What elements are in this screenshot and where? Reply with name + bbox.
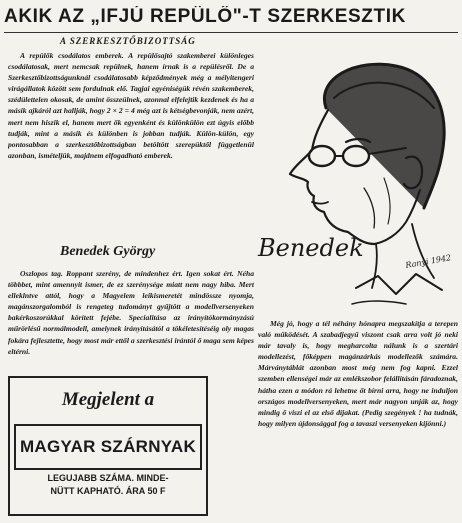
ad-title: MAGYAR SZÁRNYAK: [14, 424, 202, 470]
portrait-caricature: [256, 38, 460, 316]
intro-paragraph: A repülők csodálatos emberek. A repülősajtó szakemberei különleges csodálatosak, mert nemcsak repülnek, hanem írnak is a repülésről. De a Szerkesztőbizottságunknál csodálatosabb képződmények még a mélyitengeri virágállatok között sem fordulnak elő. Tagjai egyéniségük révén szakemberek, szédülettelen okosak, de amint összeülnek, azonnal elfelejtik kezdenek és ha a másik ajkáról azt hallják, hogy 2 × 2 = 4 még azt is kétségbevonják, nem azért, mert nem hiszik el, hanem mert ők egyenként és különkülön ezt úgyis előbb tudják, mint a másik és különben is jobban tudják. Külön-külön, egy pontosabban a szerkesztőbizottságban betöltött szerepüktől függetlenül azonban, ismételjük, majdnem elfogadható emberek.: [8, 51, 254, 160]
byline: Benedek György: [60, 244, 156, 259]
section-heading: A SZERKESZTŐBIZOTTSÁG: [60, 36, 196, 46]
artist-signature: Ranyi 1942: [404, 253, 452, 270]
benedek-paragraph: Oszlopos tag. Roppant szerény, de mindenhez ért. Igen sokat ért. Néha többbet, mint amennyit ismer, de ez szerénysége miatt nem nagy hiba. Mert elleklntve attól, hogy a Magyelem leikismeretét mindössze nyomja, magánszorgalomból is rengeteg tudományt gyűjtött a modellversenyeken bakérkoszorúkkal körített fejébe. Specialitása az irányítókormányzású műrörlésű normálmodell, amelynek irányításától a tökéletesítéséig oly magas fokára fejlesztette, hogy most már ettől a szerkesztési irántól ő maga sem képes eltérni.: [8, 269, 254, 356]
ad-bottom-line-1: LEGUJABB SZÁMA. MINDE-: [47, 473, 169, 483]
ad-bottom-text: [14, 472, 202, 498]
ad-top-line: Megjelent a: [61, 389, 155, 410]
portrait-signature: Benedek: [258, 234, 364, 262]
headline-rule: [4, 32, 458, 33]
headline: AKIK AZ „IFJÚ REPÜLŐ"-T SZERKESZTIK: [4, 6, 406, 27]
caricature-drawing: [256, 38, 460, 316]
right-column-paragraph: Még jó, hogy a tél néhány hónapra megszakítja a terepen való működését. A szabadjegyű viszont csak arra volt jó neki már tavaly is, hogy megharcolta nálunk is a szertári modellezést, főképpen magánzárkás modellezők számára. Márványtáblát azonban most még nem fog kapni. Ezzel szemben ellenségei már az emlékszobor felállításán fáradoznak, hátha ezen a módon rá lehetne őt bírni arra, hogy ne induljon országos modellversenyeken, mert már nagyon unják az, hogy mindig ő viszi el az első díjakat. (Pedig szegények ! ha tudnák, hogy milyen újdonsággal fog a tavaszi versenyeken kijönni.): [258, 319, 458, 428]
ad-bottom-line-2: NÜTT KAPHATÓ. ÁRA 50 F: [50, 486, 166, 496]
advertisement-box: [8, 376, 208, 516]
